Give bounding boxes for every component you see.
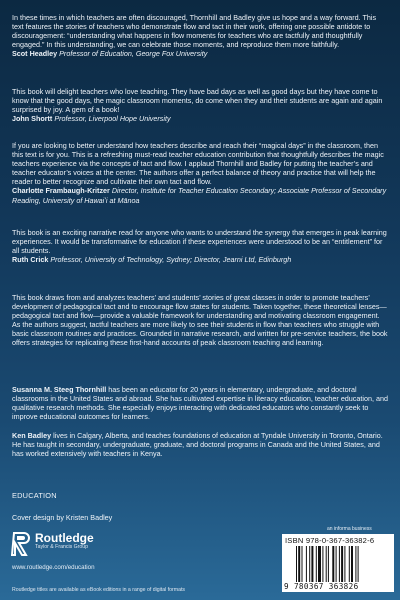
cover-design-credit: Cover design by Kristen Badley — [12, 513, 113, 522]
endorser-name: John Shortt — [12, 114, 53, 124]
barcode-bar — [318, 546, 321, 582]
barcode-bar — [311, 546, 313, 582]
endorsement-2 — [12, 87, 388, 123]
barcode-bar — [351, 546, 353, 582]
endorsement-attribution — [12, 49, 388, 58]
subject-category: EDUCATION — [12, 491, 57, 500]
author-name: Susanna M. Steeg Thornhill — [12, 385, 107, 394]
barcode-bar — [326, 546, 327, 582]
endorser-name: Scot Headley — [12, 49, 58, 59]
publisher-group: Taylor & Francis Group — [35, 544, 89, 550]
endorser-affiliation: Professor, Liverpool Hope University — [54, 114, 171, 124]
barcode-bar — [339, 546, 340, 582]
barcode-bar — [341, 546, 343, 582]
barcode-bar — [302, 546, 303, 582]
informa-note: an informa business — [327, 526, 372, 532]
endorsement-4 — [12, 228, 388, 264]
publisher-url[interactable]: www.routledge.com/education — [12, 564, 95, 571]
author-name: Ken Badley — [12, 431, 52, 440]
endorsement-text: This book is an exciting narrative read for anyone who wants to understand the synergy that emerges in peak learning experiences. It would be transformative for education if these experiences were understood to be an “entitlement” for all students. — [12, 228, 387, 256]
endorser-affiliation: Professor of Education, George Fox University — [59, 49, 208, 59]
endorsement-3 — [12, 141, 388, 205]
barcode-bar — [298, 546, 300, 582]
barcode-bar — [296, 546, 297, 582]
barcode-bar — [316, 546, 317, 582]
endorsement-1 — [12, 13, 388, 58]
endorsement-attribution — [12, 114, 388, 123]
isbn-label: ISBN 978-0-367-36382-6 — [285, 536, 375, 545]
endorsement-attribution — [12, 186, 388, 204]
endorsement-text: If you are looking to better understand how teachers describe and reach their “magical days” in the classroom, then this text is for you. This is a refreshing must-read teacher education contribution that thoughtfully describes the magic teachers experience via the concepts of tact and flow. I applaud Thornhill and Badley for putting the teacher’s and teacher educator’s voices at the center. The authors offer a perfect balance of theory and practice that will help the reader to better recognize and cultivate their own tact and flow. — [12, 141, 384, 187]
endorser-affiliation: Director, Institute for Teacher Education Secondary; Associate Professor of Secondary Reading, University of Hawaiʻi at Mānoa — [12, 186, 387, 205]
author-bio: has been an educator for 20 years in elementary, undergraduate, and doctoral classrooms in the United States and abroad. She has cultivated expertise in literacy education, teacher education, and qualitative research methods. She especially enjoys interacting with dedicated educators who constantly seek to improve educational outcomes for learners. — [12, 385, 388, 422]
routledge-logo-icon — [11, 531, 31, 557]
barcode-bar — [332, 546, 334, 582]
endorsement-attribution — [12, 255, 388, 264]
barcode-icon — [296, 546, 382, 582]
endorsement-text: In these times in which teachers are often discouraged, Thornhill and Badley give us hope and a way forward. This text features the stories of teachers who demonstrate flow and tact in their work, offering one possible antidote to discouragement: “understanding what happens in flow moments for teachers who are tactfully and thoughtfully engaged.” In this understanding, we can celebrate those moments, and reproduce them more faithfully. — [12, 13, 377, 50]
barcode-bar — [306, 546, 307, 582]
author-bio-text — [12, 431, 388, 458]
book-description — [12, 293, 388, 348]
author-bio-1 — [12, 385, 388, 421]
barcode-bar — [344, 546, 345, 582]
description-text: This book draws from and analyzes teachers’ and students’ stories of great classes in order to promote teachers’ development of pedagogical tact and to encourage flow states for students. Taken together, these theoretical lenses—pedagogical tact and flow—provide a valuable framework for understanding and motivating classroom engagement. As the authors suggest, tactful teachers are more likely to see their students in flow than teachers who struggle with basic classroom routines and practices. Grounded in narrative research, and written for pre-service teachers, the book offers strategies for replicating these first-hand accounts of peak classroom teaching and learning. — [12, 293, 388, 348]
endorsement-text: This book will delight teachers who love teaching. They have bad days as well as good days but they have come to know that the good days, the magic classroom moments, do come when they and their students are again and again surprised by joy. A gem of a book! — [12, 87, 383, 115]
endorser-name: Charlotte Frambaugh-Kritzer — [12, 186, 110, 196]
barcode-bar — [336, 546, 337, 582]
publisher-logo-text — [35, 532, 94, 551]
publisher-name: Routledge — [35, 531, 94, 545]
barcode-bar — [358, 546, 359, 582]
author-bio: lives in Calgary, Alberta, and teaches foundations of education at Tyndale University in Toronto, Ontario. He has taught in secondary, undergraduate, graduate, and doctoral programs in Canada and the United States, and has worked extensively with teachers in Kenya. — [12, 431, 383, 459]
ebook-note: Routledge titles are available as eBook editions in a range of digital formats — [12, 587, 186, 593]
barcode-bar — [349, 546, 350, 582]
endorser-name: Ruth Crick — [12, 255, 49, 265]
isbn-barcode-box — [282, 534, 394, 592]
barcode-bar — [322, 546, 323, 582]
endorser-affiliation: Professor, University of Technology, Sydney; Director, Jearni Ltd, Edinburgh — [50, 255, 292, 265]
barcode-bar — [328, 546, 329, 582]
barcode-bar — [355, 546, 356, 582]
isbn-digits: 9 780367 363826 — [284, 582, 359, 591]
barcode-bar — [309, 546, 310, 582]
author-bio-text — [12, 385, 388, 421]
author-bio-2 — [12, 431, 388, 458]
